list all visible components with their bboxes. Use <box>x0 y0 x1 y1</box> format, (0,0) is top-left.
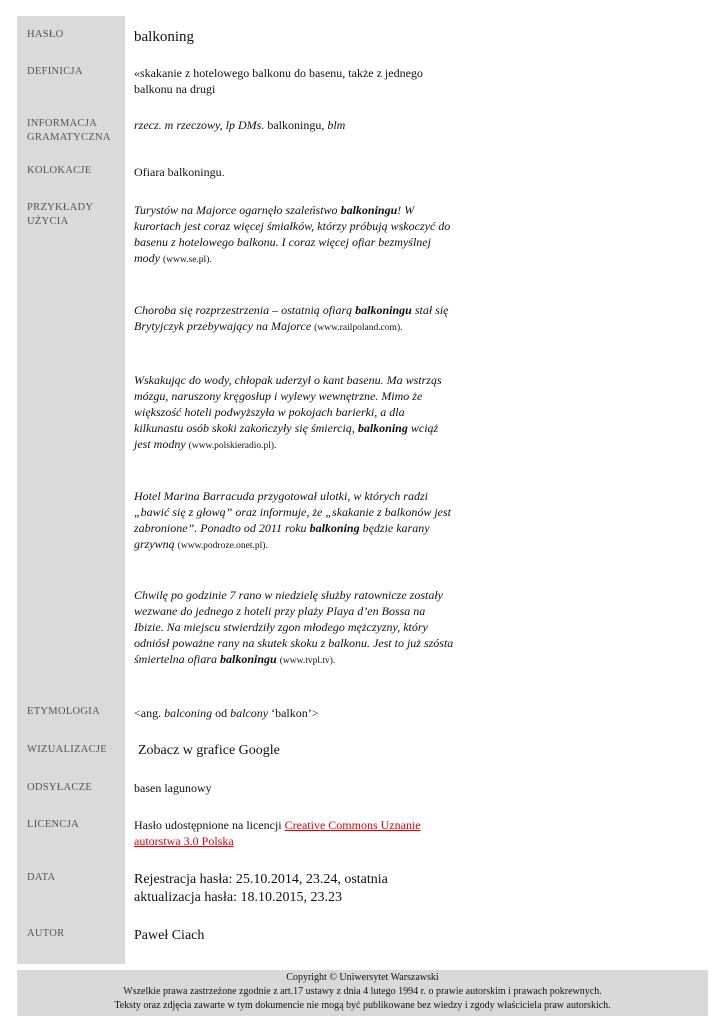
example-text: Wskakując do wody, chłopak uderzył o kant basenu. Ma wstrząs mózgu, naruszony kręgosłup i wylewy wewnętrzne. Mimo że większość hoteli podwyższyła w pokojach barierki, a dla kilkunastu osób skoki zakończyły się śmiercią, <box>134 373 442 435</box>
update-date: aktualizacja hasła: 18.10.2015, 23.23 <box>134 890 342 905</box>
label-autor: AUTOR <box>27 928 65 939</box>
entry-dates <box>134 871 494 907</box>
label-kolokacje: KOLOKACJE <box>27 165 92 176</box>
example-text: będzie karany grzywną <box>134 521 430 551</box>
label-line: GRAMATYCZNA <box>27 132 111 143</box>
etymology <box>134 705 464 721</box>
example-headword: balkoningu <box>355 303 412 317</box>
example-text: ! W kurortach jest coraz więcej śmiałków, którzy próbują wskoczyć do basenu z hotelowego balkonu. I coraz więcej ofiar bezmyślnej mody <box>134 203 451 265</box>
label-odsylacze: ODSYŁACZE <box>27 782 93 793</box>
grammar-pos: rzecz. m rzeczowy, lp DMs. <box>134 118 265 132</box>
registration-date: Rejestracja hasła: 25.10.2014, 23.24, ostatnia <box>134 872 388 887</box>
example-source: www.podroze.onet.pl <box>180 541 263 551</box>
definition: «skakanie z hotelowego balkonu do basenu, także z jednego balkonu na drugi <box>134 66 423 96</box>
etymology-base-word: balcony <box>230 706 269 720</box>
headword: balkoning <box>134 29 194 45</box>
example-source: www.tvpl.tv <box>282 656 330 666</box>
example-1: Turystów na Majorce ogarnęło szaleństwo balkoningu! W kurortach jest coraz więcej śmiałków, którzy próbują wskoczyć do basenu z hotelowego balkonu. I coraz więcej ofiar bezmyślnej mody (www.se.pl). <box>134 203 451 265</box>
label-etymologia: ETYMOLOGIA <box>27 706 100 717</box>
label-przyklady-uzycia <box>27 201 122 229</box>
rights-line: Wszelkie prawa zastrzeżone zgodnie z art.17 ustawy z dnia 4 lutego 1994 r. o prawie autorskim i prawach pokrewnych. <box>123 986 602 997</box>
example-text: Chwilę po godzinie 7 rano w niedzielę służby ratownicze zostały wezwane do jednego z hoteli przy plaży Playa d’en Bossa na Ibizie. Na miejscu stwierdziły zgon młodego mężczyzny, który odniósł poważne rany na skutek skoku z balkonu. Jest to już szósta śmiertelna ofiara <box>134 588 454 666</box>
example-text: Hotel Marina Barracuda przygotował ulotki, w których radzi „bawić się z głową” oraz informuje, że „skakanie z balkonów jest zabronione”. Ponadto od 2011 roku <box>134 489 452 535</box>
label-line: PRZYKŁADY <box>27 202 94 213</box>
collocations: Ofiara balkoningu. <box>134 165 225 179</box>
label-licencja: LICENCJA <box>27 819 79 830</box>
example-text: Turystów na Majorce ogarnęło szaleństwo <box>134 203 341 217</box>
label-line: INFORMACJA <box>27 118 98 129</box>
example-source: www.se.pl <box>166 255 207 265</box>
label-informacja-gramatyczna <box>27 117 122 145</box>
example-source: www.railpoland.com <box>317 323 397 333</box>
example-text: Choroba się rozprzestrzenia – ostatnią ofiarą <box>134 303 356 317</box>
example-3: Wskakując do wody, chłopak uderzył o kant basenu. Ma wstrząs mózgu, naruszony kręgosłup i wylewy wewnętrzne. Mimo że większość hoteli podwyższyła w pokojach barierki, a dla kilkunastu osób skoki zakończyły się śmiercią, balkoning wciąż jest modny (www.polskieradio.pl). <box>134 373 442 451</box>
example-2: Choroba się rozprzestrzenia – ostatnią ofiarą balkoningu stał się Brytyjczyk przebywający na Majorce (www.railpoland.com). <box>134 303 449 333</box>
example-text: wciąż jest modny <box>134 421 439 451</box>
etymology-part: od <box>215 706 228 720</box>
etymology-source-word: balconing <box>164 706 213 720</box>
example-headword: balkoningu <box>340 203 398 217</box>
label-wizualizacje: WIZUALIZACJE <box>27 744 107 755</box>
label-definicja: DEFINICJA <box>27 66 83 77</box>
example-source: www.polskieradio.pl <box>191 441 271 451</box>
example-headword: balkoningu <box>220 652 277 666</box>
example-headword: balkoning <box>357 421 408 435</box>
etymology-gloss: ‘balkon’> <box>271 706 319 720</box>
grammar-blm: blm <box>327 118 346 132</box>
example-4: Hotel Marina Barracuda przygotował ulotki, w których radzi „bawić się z głową” oraz informuje, że „skakanie z balkonów jest zabronione”. Ponadto od 2011 roku balkoning będzie karany grzywną (www.podroze.onet.pl). <box>134 489 452 551</box>
cross-reference[interactable]: basen lagunowy <box>134 781 212 795</box>
license <box>134 817 434 849</box>
example-headword: balkoning <box>309 521 360 535</box>
grammar-form: balkoningu, <box>267 118 325 132</box>
grammar-info <box>134 117 464 133</box>
copyright-line: Copyright © Uniwersytet Warszawski <box>286 972 439 983</box>
label-haslo: HASŁO <box>27 29 64 40</box>
label-data: DATA <box>27 872 56 883</box>
example-text: stał się Brytyjczyk przebywający na Majorce <box>134 303 449 333</box>
license-link[interactable]: Creative Commons Uznanie autorstwa 3.0 Polska <box>134 818 421 848</box>
author: Paweł Ciach <box>134 928 205 943</box>
license-prefix: Hasło udostępnione na licencji <box>134 818 285 832</box>
label-line: UŻYCIA <box>27 216 69 227</box>
etymology-part: <ang. <box>134 706 162 720</box>
example-5: Chwilę po godzinie 7 rano w niedzielę służby ratownicze zostały wezwane do jednego z hoteli przy plaży Playa d’en Bossa na Ibizie. Na miejscu stwierdziły zgon młodego mężczyzny, który odniósł poważne rany na skutek skoku z balkonu. Jest to już szósta śmiertelna ofiara balkoningu (www.tvpl.tv). <box>134 588 454 666</box>
usage-line: Teksty oraz zdjęcia zawarte w tym dokumencie nie mogą być publikowane bez wiedzy i zgody właściciela praw autorskich. <box>114 1000 611 1011</box>
google-images-link[interactable]: Zobacz w grafice Google <box>138 743 280 758</box>
copyright-footer <box>17 970 708 1016</box>
